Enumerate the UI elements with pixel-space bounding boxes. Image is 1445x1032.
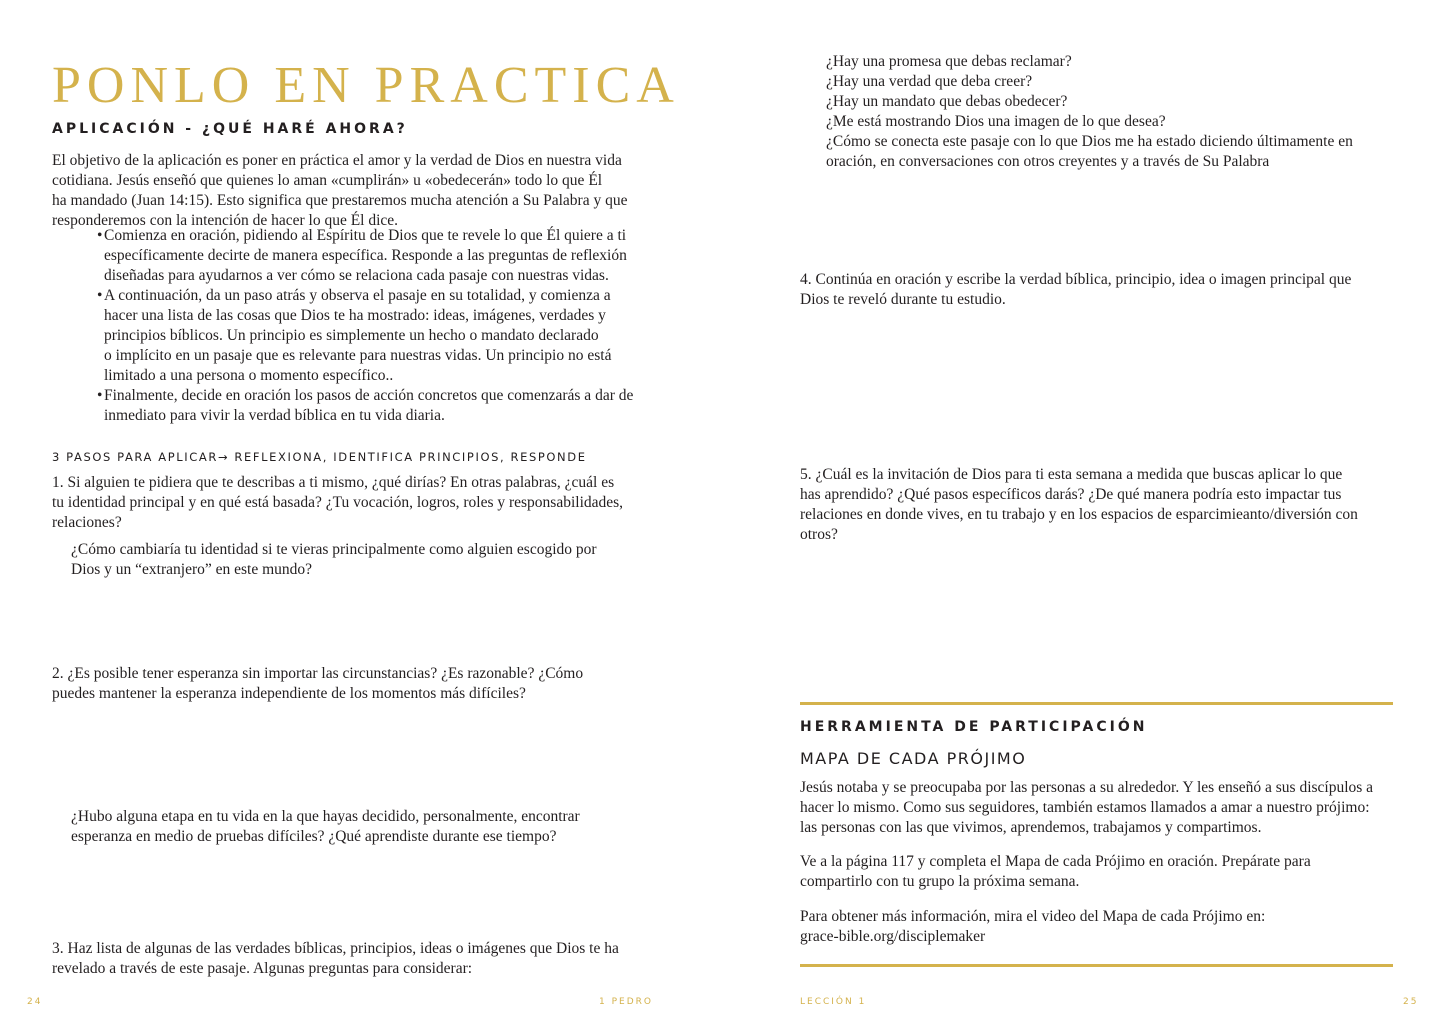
question-1	[52, 473, 652, 533]
question-line: relaciones?	[52, 514, 122, 531]
question-line: 4. Continúa en oración y escribe la verdad bíblica, principio, idea o imagen principal que	[800, 271, 1352, 288]
footer-page-number-right: 25	[1403, 997, 1419, 1007]
bullet-line: inmediato para vivir la verdad bíblica en tu vida diaria.	[104, 407, 445, 424]
tool-line: las personas con las que vivimos, aprendemos, trabajamos y compartimos.	[800, 819, 1262, 836]
footer-book-title: 1 PEDRO	[599, 997, 653, 1007]
bullet-line: específicamente decirte de manera específica. Responde a las preguntas de reflexión	[104, 247, 627, 264]
application-bullets	[97, 226, 664, 426]
consider-question: oración, en conversaciones con otros creyentes y a través de Su Palabra	[826, 153, 1270, 170]
page-title: PONLO EN PRACTICA	[52, 57, 680, 114]
consider-question: ¿Hay un mandato que debas obedecer?	[826, 93, 1068, 110]
tool-line: Ve a la página 117 y completa el Mapa de cada Prójimo en oración. Prepárate para	[800, 853, 1311, 870]
tool-bottom-divider	[800, 964, 1393, 967]
question-line: esperanza en medio de pruebas difíciles? ¿Qué aprendiste durante ese tiempo?	[71, 828, 557, 845]
tool-line: Para obtener más información, mira el video del Mapa de cada Prójimo en:	[800, 908, 1266, 925]
consider-question: ¿Hay una verdad que deba creer?	[826, 73, 1033, 90]
tool-subheading: MAPA DE CADA PRÓJIMO	[800, 749, 1027, 768]
question-line: ¿Hubo alguna etapa en tu vida en la que hayas decidido, personalmente, encontrar	[71, 808, 580, 825]
bullet-line: Finalmente, decide en oración los pasos de acción concretos que comenzarás a dar de	[104, 387, 634, 404]
intro-line: responderemos con la intención de hacer lo que Él dice.	[52, 212, 399, 229]
question-3	[52, 939, 652, 979]
bullet-line: A continuación, da un paso atrás y observa el pasaje en su totalidad, y comienza a	[104, 287, 611, 304]
tool-paragraph-3	[800, 907, 1400, 947]
bullet-item	[97, 386, 664, 426]
intro-line: ha mandado (Juan 14:15). Esto significa que prestaremos mucha atención a Su Palabra y que	[52, 192, 628, 209]
section-heading-aplicacion: APLICACIÓN - ¿QUÉ HARÉ AHORA?	[52, 121, 408, 137]
question-line: otros?	[800, 526, 838, 543]
tool-paragraph-1	[800, 778, 1400, 838]
question-line: revelado a través de este pasaje. Algunas preguntas para considerar:	[52, 960, 473, 977]
footer-page-number-left: 24	[27, 997, 43, 1007]
intro-line: cotidiana. Jesús enseñó que quienes lo aman «cumplirán» u «obedecerán» todo lo que Él	[52, 172, 603, 189]
bullet-dot: •	[97, 387, 103, 404]
question-line: Dios te reveló durante tu estudio.	[800, 291, 1006, 308]
bullet-line: hacer una lista de las cosas que Dios te ha mostrado: ideas, imágenes, verdades y	[104, 307, 606, 324]
tool-line: Jesús notaba y se preocupaba por las personas a su alrededor. Y les enseñó a sus discípulos a	[800, 779, 1374, 796]
question-line: Dios y un “extranjero” en este mundo?	[71, 561, 313, 578]
bullet-line: principios bíblicos. Un principio es simplemente un hecho o mandato declarado	[104, 327, 599, 344]
question-4	[800, 270, 1400, 310]
question-line: 1. Si alguien te pidiera que te describas a ti mismo, ¿qué dirías? En otras palabras, ¿cuál es	[52, 474, 615, 491]
bullet-line: diseñadas para ayudarnos a ver cómo se relaciona cada pasaje con nuestras vidas.	[104, 267, 609, 284]
consider-question: ¿Me está mostrando Dios una imagen de lo que desea?	[826, 113, 1166, 130]
tool-heading: HERRAMIENTA DE PARTICIPACIÓN	[800, 719, 1148, 735]
steps-label: 3 PASOS PARA APLICAR→ REFLEXIONA, IDENTIFICA PRINCIPIOS, RESPONDE	[52, 450, 587, 464]
question-line: tu identidad principal y en qué está basada? ¿Tu vocación, logros, roles y responsabilidades,	[52, 494, 624, 511]
intro-line: El objetivo de la aplicación es poner en práctica el amor y la verdad de Dios en nuestra vida	[52, 152, 622, 169]
question-line: 3. Haz lista de algunas de las verdades bíblicas, principios, ideas o imágenes que Dios te ha	[52, 940, 619, 957]
consider-question: ¿Cómo se conecta este pasaje con lo que Dios me ha estado diciendo últimamente en	[826, 133, 1353, 150]
question-line: 2. ¿Es posible tener esperanza sin importar las circunstancias? ¿Es razonable? ¿Cómo	[52, 665, 584, 682]
consider-question: ¿Hay una promesa que debas reclamar?	[826, 53, 1072, 70]
tool-line: compartirlo con tu grupo la próxima semana.	[800, 873, 1080, 890]
question-line: ¿Cómo cambiaría tu identidad si te vieras principalmente como alguien escogido por	[71, 541, 597, 558]
question-2	[52, 664, 652, 704]
bullet-item	[97, 286, 664, 386]
intro-paragraph	[52, 151, 652, 231]
bullet-item	[97, 226, 664, 286]
footer-lesson-label: LECCIÓN 1	[800, 997, 867, 1007]
question-5	[800, 465, 1400, 545]
tool-line: hacer lo mismo. Como sus seguidores, también estamos llamados a amar a nuestro prójimo:	[800, 799, 1370, 816]
question-line: relaciones en donde vives, en tu trabajo y en los espacios de esparcimieanto/diversión con	[800, 506, 1358, 523]
question-line: has aprendido? ¿Qué pasos específicos darás? ¿De qué manera podría esto impactar tus	[800, 486, 1342, 503]
question-line: 5. ¿Cuál es la invitación de Dios para ti esta semana a medida que buscas aplicar lo que	[800, 466, 1343, 483]
question-line: puedes mantener la esperanza independiente de los momentos más difíciles?	[52, 685, 526, 702]
bullet-dot: •	[97, 287, 103, 304]
bullet-line: o implícito en un pasaje que es relevante para nuestras vidas. Un principio no está	[104, 347, 612, 364]
question-2-followup	[71, 807, 661, 847]
bullet-dot: •	[97, 227, 103, 244]
question-1-followup	[71, 540, 661, 580]
tool-top-divider	[800, 702, 1393, 705]
tool-paragraph-2	[800, 852, 1400, 892]
tool-link[interactable]: grace-bible.org/disciplemaker	[800, 928, 986, 945]
consider-questions	[826, 52, 1353, 172]
bullet-line: Comienza en oración, pidiendo al Espíritu de Dios que te revele lo que Él quiere a ti	[104, 227, 627, 244]
bullet-line: limitado a una persona o momento específico..	[104, 367, 394, 384]
